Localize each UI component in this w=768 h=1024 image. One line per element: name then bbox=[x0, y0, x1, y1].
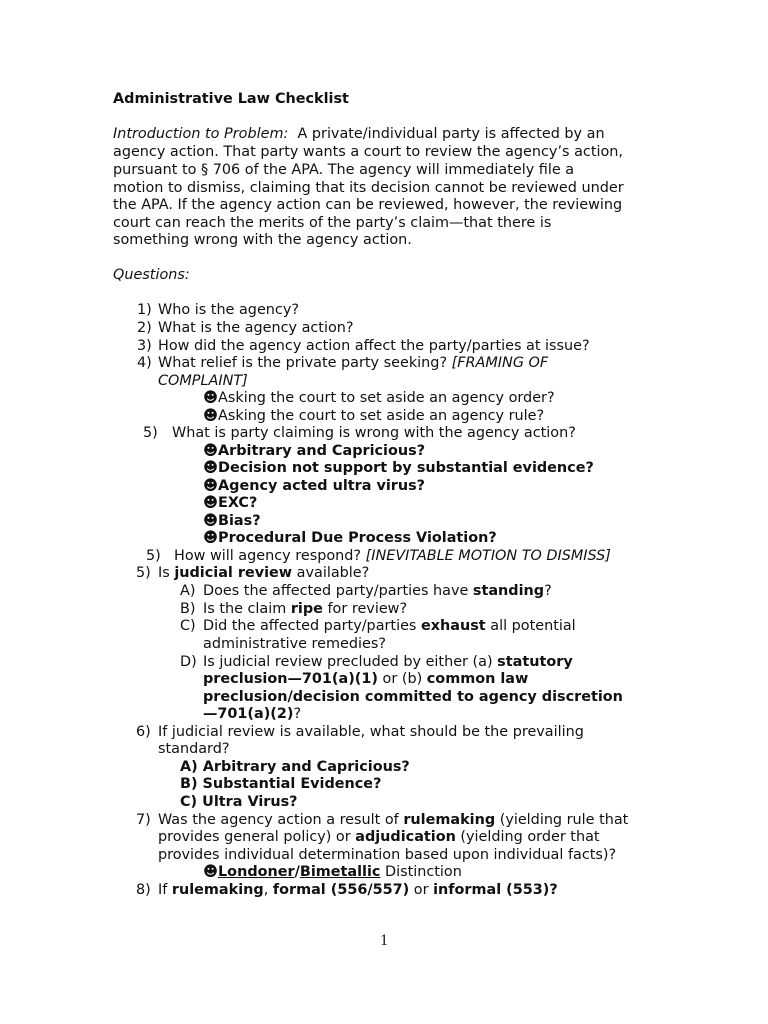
q5c-sub-d-label: D) bbox=[180, 654, 197, 670]
q2-number: 2) bbox=[137, 320, 152, 336]
q7-bullet: ☻Londoner/Bimetallic Distinction bbox=[203, 864, 462, 880]
q5b-number: 5) bbox=[146, 548, 161, 564]
q8-number: 8) bbox=[136, 882, 151, 898]
smiley-bullet-icon: ☻ bbox=[203, 864, 219, 880]
q6-text-cont: standard? bbox=[158, 741, 230, 757]
q5a-bullet-3: ☻Agency acted ultra virus? bbox=[203, 478, 426, 494]
q4-note: [FRAMING OF bbox=[451, 355, 549, 371]
q5c-number: 5) bbox=[136, 565, 151, 581]
q5c-text: Is judicial review available? bbox=[158, 565, 370, 581]
smiley-bullet-icon: ☻ bbox=[203, 530, 219, 546]
q4-text: What relief is the private party seeking? [FRAMING OF bbox=[158, 355, 549, 371]
intro-line-3: pursuant to § 706 of the APA. The agency will immediately file a bbox=[113, 162, 575, 178]
q4-number: 4) bbox=[137, 355, 152, 371]
q6-option-c: C) Ultra Virus? bbox=[180, 794, 298, 810]
q5c-sub-b: Is the claim ripe for review? bbox=[203, 601, 408, 617]
q2-text: What is the agency action? bbox=[158, 320, 354, 336]
document-title: Administrative Law Checklist bbox=[113, 91, 349, 107]
intro-line-6: court can reach the merits of the party’s claim—that there is bbox=[113, 215, 552, 231]
smiley-bullet-icon: ☻ bbox=[203, 460, 219, 476]
intro-line-4: motion to dismiss, claiming that its decision cannot be reviewed under bbox=[113, 180, 624, 196]
q5b-text: How will agency respond? [INEVITABLE MOTION TO DISMISS] bbox=[174, 548, 611, 564]
q5b-note: [INEVITABLE MOTION TO DISMISS] bbox=[365, 548, 611, 564]
q5a-bullet-5: ☻Bias? bbox=[203, 513, 261, 529]
q3-number: 3) bbox=[137, 338, 152, 354]
smiley-bullet-icon: ☻ bbox=[203, 390, 219, 406]
smiley-bullet-icon: ☻ bbox=[203, 495, 219, 511]
intro-line-2: agency action. That party wants a court to review the agency’s action, bbox=[113, 144, 623, 160]
intro-line-5: the APA. If the agency action can be reviewed, however, the reviewing bbox=[113, 197, 623, 213]
q7-text-line3: provides individual determination based upon individual facts)? bbox=[158, 847, 617, 863]
q8-text: If rulemaking, formal (556/557) or informal (553)? bbox=[158, 882, 558, 898]
q5c-sub-d-line3: preclusion/decision committed to agency discretion bbox=[203, 689, 623, 705]
q1-number: 1) bbox=[137, 302, 152, 318]
q6-option-b: B) Substantial Evidence? bbox=[180, 776, 382, 792]
q5c-sub-c: Did the affected party/parties exhaust all potential bbox=[203, 618, 576, 634]
questions-heading: Questions: bbox=[113, 267, 190, 283]
q5a-bullet-2: ☻Decision not support by substantial evidence? bbox=[203, 460, 594, 476]
smiley-bullet-icon: ☻ bbox=[203, 513, 219, 529]
intro-line-7: something wrong with the agency action. bbox=[113, 232, 412, 248]
q5c-sub-b-label: B) bbox=[180, 601, 196, 617]
q5a-text: What is party claiming is wrong with the agency action? bbox=[172, 425, 576, 441]
smiley-bullet-icon: ☻ bbox=[203, 408, 219, 424]
q5c-sub-d-line2: preclusion—701(a)(1) or (b) common law bbox=[203, 671, 529, 687]
q6-number: 6) bbox=[136, 724, 151, 740]
q6-option-a: A) Arbitrary and Capricious? bbox=[180, 759, 410, 775]
q4-bullet-2: ☻Asking the court to set aside an agency rule? bbox=[203, 408, 545, 424]
q5a-number: 5) bbox=[143, 425, 158, 441]
q7-text-line2: provides general policy) or adjudication (yielding order that bbox=[158, 829, 600, 845]
page-number: 1 bbox=[380, 932, 388, 949]
smiley-bullet-icon: ☻ bbox=[203, 443, 219, 459]
q5c-sub-d-line4: —701(a)(2)? bbox=[203, 706, 302, 722]
q3-text: How did the agency action affect the party/parties at issue? bbox=[158, 338, 590, 354]
q5c-sub-d: Is judicial review precluded by either (a) statutory bbox=[203, 654, 573, 670]
smiley-bullet-icon: ☻ bbox=[203, 478, 219, 494]
q4-note-cont: COMPLAINT] bbox=[158, 373, 248, 389]
q4-bullet-1: ☻Asking the court to set aside an agency order? bbox=[203, 390, 555, 406]
q5a-bullet-4: ☻EXC? bbox=[203, 495, 258, 511]
intro-line-1: Introduction to Problem: A private/individual party is affected by an bbox=[113, 126, 605, 142]
q5a-bullet-1: ☻Arbitrary and Capricious? bbox=[203, 443, 426, 459]
q5c-sub-a-label: A) bbox=[180, 583, 196, 599]
q7-number: 7) bbox=[136, 812, 151, 828]
q5a-bullet-6: ☻Procedural Due Process Violation? bbox=[203, 530, 497, 546]
q6-text: If judicial review is available, what should be the prevailing bbox=[158, 724, 584, 740]
q1-text: Who is the agency? bbox=[158, 302, 299, 318]
intro-label: Introduction to Problem: bbox=[113, 126, 289, 142]
q5c-sub-c-label: C) bbox=[180, 618, 196, 634]
q7-text: Was the agency action a result of rulemaking (yielding rule that bbox=[158, 812, 629, 828]
q5c-sub-c-cont: administrative remedies? bbox=[203, 636, 386, 652]
q5c-sub-a: Does the affected party/parties have standing? bbox=[203, 583, 552, 599]
